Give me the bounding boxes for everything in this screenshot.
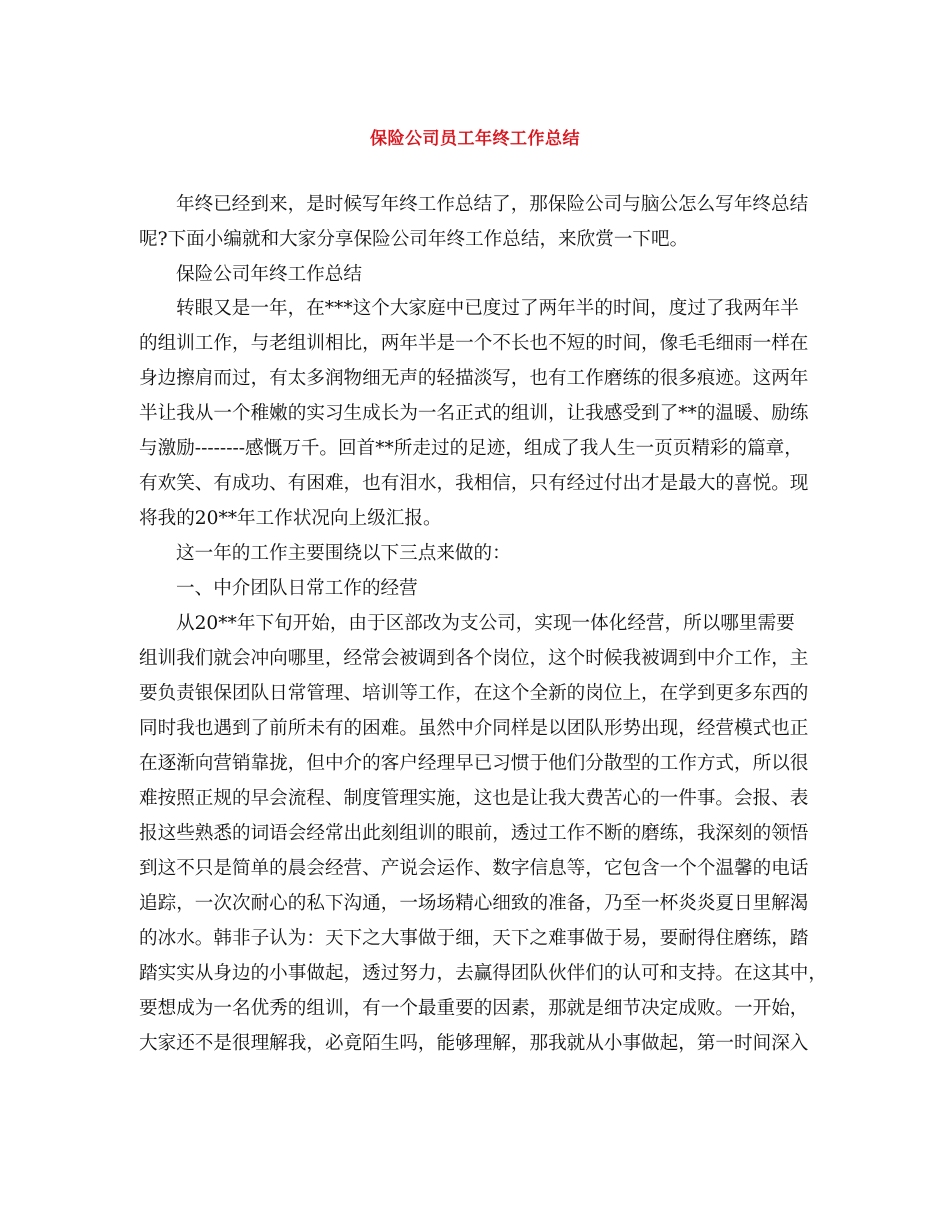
paragraph-line: 有欢笑、有成功、有困难，也有泪水，我相信，只有经过付出才是最大的喜悦。现 xyxy=(139,473,809,494)
paragraph-line: 身边擦肩而过，有太多润物细无声的轻描淡写，也有工作磨练的很多痕迹。这两年 xyxy=(139,368,809,389)
paragraph-line: 在逐渐向营销靠拢，但中介的客户经理早已习惯于他们分散型的工作方式，所以很 xyxy=(139,753,809,774)
paragraph-line: 同时我也遇到了前所未有的困难。虽然中介同样是以团队形势出现，经营模式也正 xyxy=(139,718,809,739)
paragraph-line: 转眼又是一年，在***这个大家庭中已度过了两年半的时间，度过了我两年半 xyxy=(176,298,799,319)
paragraph-line: 从20**年下旬开始，由于区部改为支公司，实现一体化经营，所以哪里需要 xyxy=(176,613,795,634)
section-heading: 保险公司年终工作总结 xyxy=(176,264,362,285)
paragraph-line: 到这不只是简单的晨会经营、产说会运作、数字信息等，它包含一个个温馨的电话 xyxy=(139,858,809,879)
paragraph-line: 将我的20**年工作状况向上级汇报。 xyxy=(139,508,442,529)
paragraph-line: 的组训工作，与老组训相比，两年半是一个不长也不短的时间，像毛毛细雨一样在 xyxy=(139,333,809,354)
paragraph-line: 半让我从一个稚嫩的实习生成长为一名正式的组训，让我感受到了**的温暖、励练 xyxy=(139,403,809,424)
document-title: 保险公司员工年终工作总结 xyxy=(370,129,580,149)
paragraph-line: 追踪，一次次耐心的私下沟通，一场场精心细致的准备，乃至一杯炎炎夏日里解渴 xyxy=(139,893,809,914)
paragraph-line: 的冰水。韩非子认为：天下之大事做于细，天下之难事做于易，要耐得住磨练，踏 xyxy=(139,928,809,949)
paragraph-line: 要负责银保团队日常管理、培训等工作，在这个全新的岗位上，在学到更多东西的 xyxy=(139,683,809,704)
paragraph-line: 踏实实从身边的小事做起，透过努力，去赢得团队伙伴们的认可和支持。在这其中， xyxy=(139,963,827,984)
section-heading: 一、中介团队日常工作的经营 xyxy=(176,578,418,599)
paragraph-line: 要想成为一名优秀的组训，有一个最重要的因素，那就是细节决定成败。一开始， xyxy=(139,998,809,1019)
paragraph-line: 呢?下面小编就和大家分享保险公司年终工作总结，来欣赏一下吧。 xyxy=(139,229,689,250)
paragraph-line: 大家还不是很理解我，必竟陌生吗，能够理解，那我就从小事做起，第一时间深入 xyxy=(139,1033,809,1054)
paragraph-line: 组训我们就会冲向哪里，经常会被调到各个岗位，这个时候我被调到中介工作，主 xyxy=(139,648,809,669)
paragraph-line: 与激励--------感慨万千。回首**所走过的足迹，组成了我人生一页页精彩的篇章， xyxy=(139,438,803,459)
paragraph-line: 年终已经到来，是时候写年终工作总结了，那保险公司与脑公怎么写年终总结 xyxy=(176,194,809,215)
paragraph-line: 难按照正规的早会流程、制度管理实施，这也是让我大费苦心的一件事。会报、表 xyxy=(139,788,809,809)
paragraph-line: 报这些熟悉的词语会经常出此刻组训的眼前，透过工作不断的磨练，我深刻的领悟 xyxy=(139,823,809,844)
paragraph-line: 这一年的工作主要围绕以下三点来做的： xyxy=(176,543,511,564)
